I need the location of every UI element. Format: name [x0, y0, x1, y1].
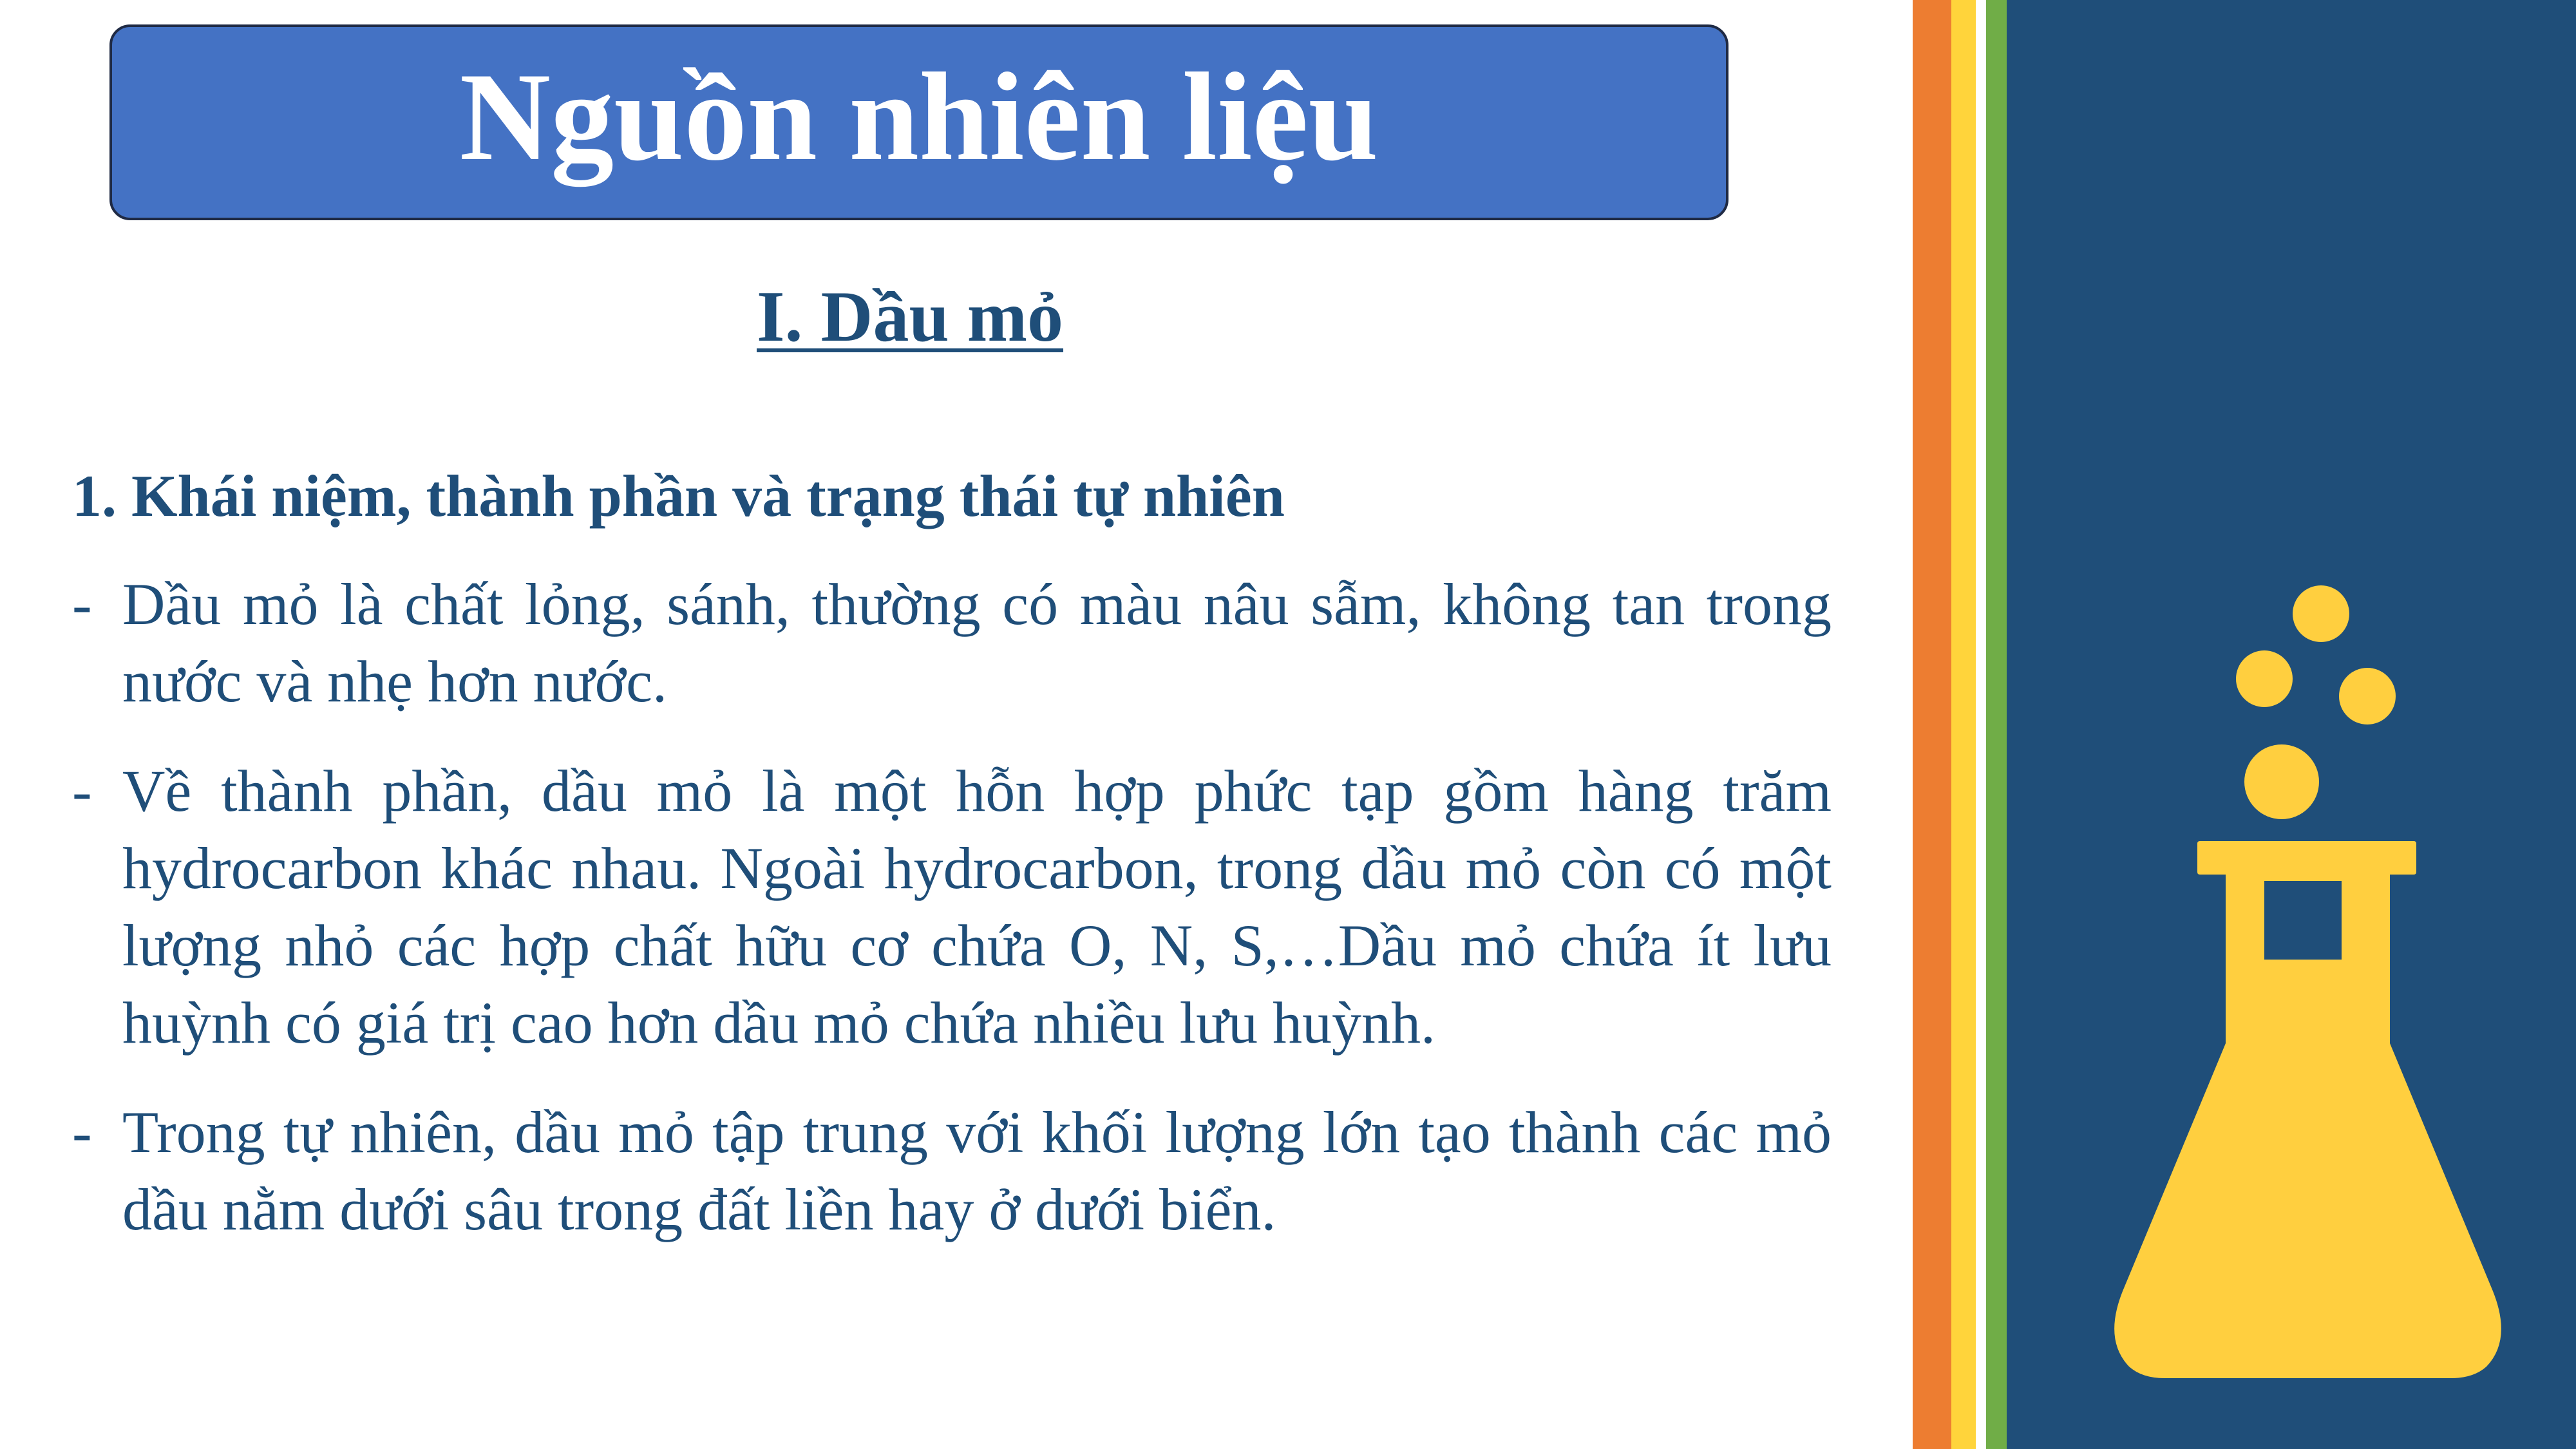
stripe-white: [1976, 0, 1986, 1449]
stripe-orange: [1913, 0, 1951, 1449]
bullet-item: [72, 752, 1832, 1061]
flask-body-icon: [2114, 841, 2501, 1378]
stripe-yellow: [1951, 0, 1976, 1449]
bullet-list: [72, 565, 1832, 1280]
section-heading: I. Dầu mỏ: [756, 277, 1064, 357]
bullet-marker: -: [72, 1099, 92, 1165]
bullet-text: Về thành phần, dầu mỏ là một hỗn hợp phức tạp gồm hàng trăm hydrocarbon khác nhau. Ngoài hydrocarbon, trong dầu mỏ còn có một lượng nhỏ các hợp chất hữu cơ chứa O, N, S,…Dầu mỏ chứa ít lưu huỳnh có giá trị cao hơn dầu mỏ chứa nhiều lưu huỳnh.: [122, 758, 1832, 1056]
bullet-marker: -: [72, 571, 92, 637]
bullet-text: Trong tự nhiên, dầu mỏ tập trung với khối lượng lớn tạo thành các mỏ dầu nằm dưới sâu trong đất liền hay ở dưới biển.: [122, 1099, 1832, 1242]
title-banner: [109, 24, 1728, 220]
bubble-icon: [2293, 585, 2349, 642]
bubble-icon: [2244, 744, 2319, 819]
sub-heading: 1. Khái niệm, thành phần và trạng thái tự nhiên: [72, 463, 1285, 529]
bullet-marker: -: [72, 758, 92, 824]
bubble-icon: [2339, 668, 2396, 724]
flask-icon: [2007, 0, 2576, 1449]
bullet-text: Dầu mỏ là chất lỏng, sánh, thường có màu nâu sẫm, không tan trong nước và nhẹ hơn nước.: [122, 571, 1832, 714]
bubble-icon: [2236, 650, 2293, 707]
stripe-green: [1986, 0, 2007, 1449]
bullet-item: [72, 1094, 1832, 1248]
bullet-item: [72, 565, 1832, 720]
slide-title: Nguồn nhiên liệu: [459, 47, 1379, 187]
